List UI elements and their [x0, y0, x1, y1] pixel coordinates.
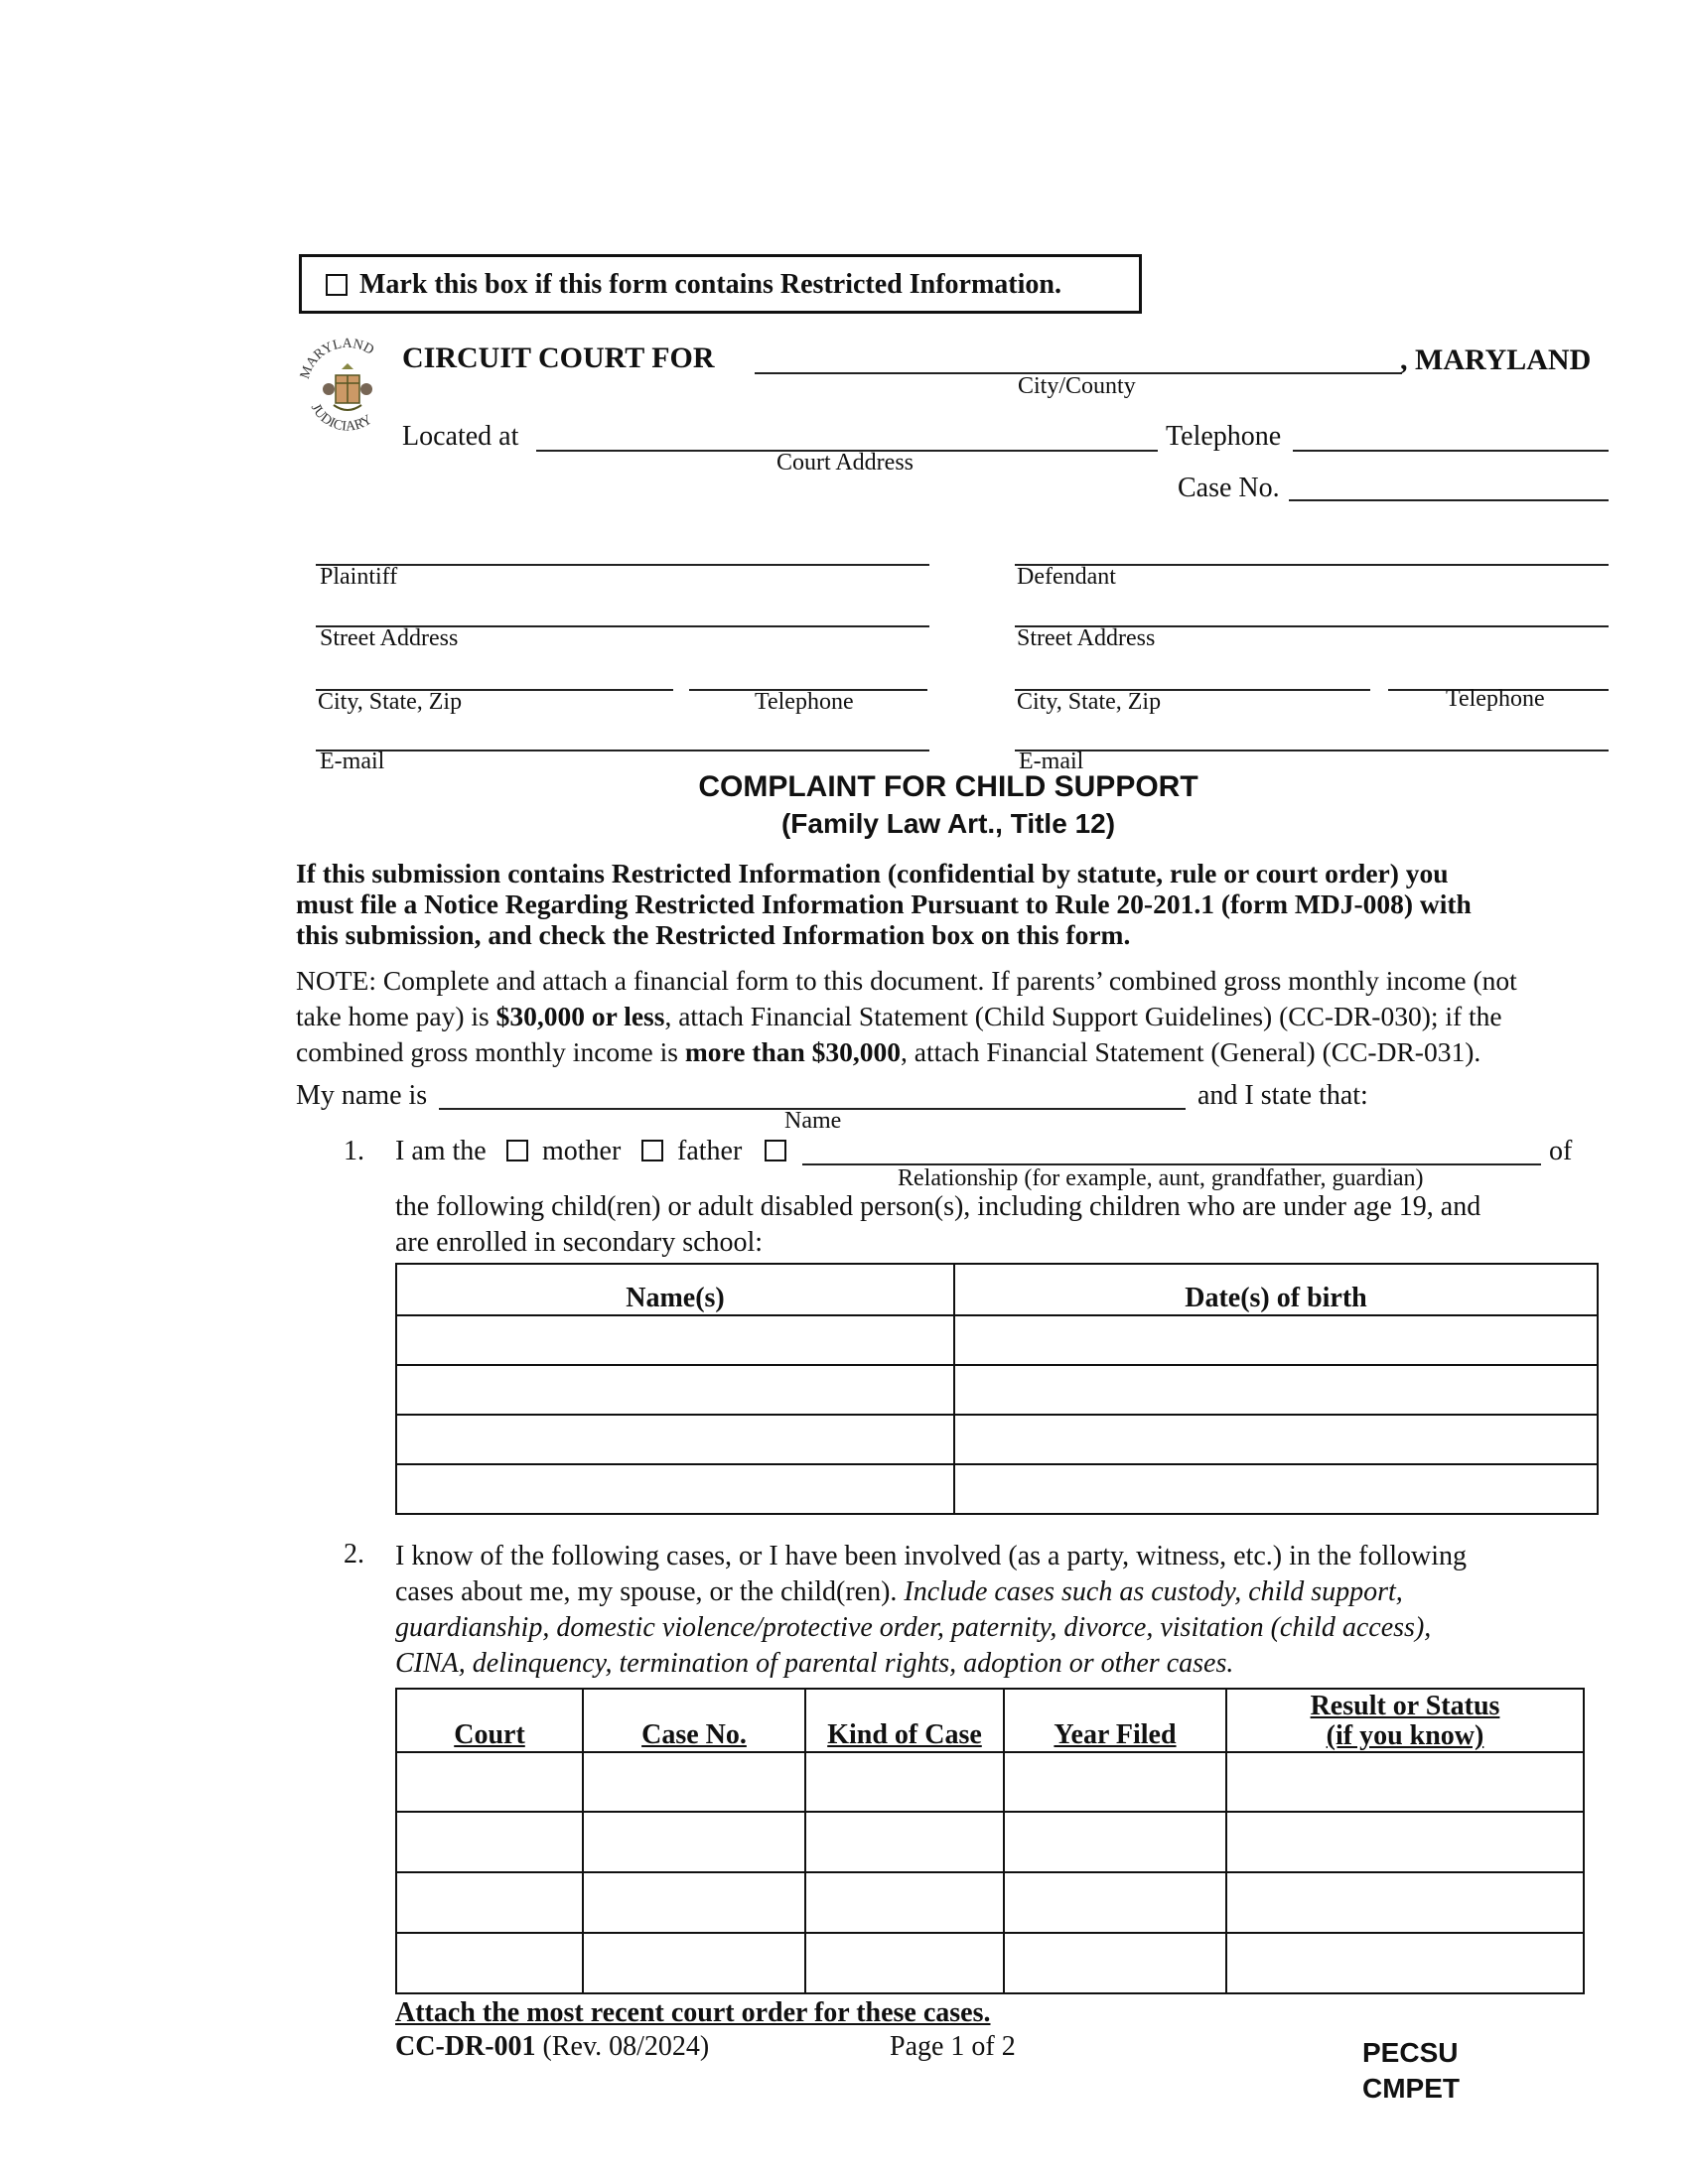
cases-table [395, 1688, 1585, 1994]
child-name-cell[interactable] [396, 1315, 954, 1365]
child-dob-cell[interactable] [954, 1415, 1598, 1464]
case-no-header: Case No. [583, 1689, 805, 1752]
result-cell[interactable] [1226, 1933, 1584, 1993]
result-cell[interactable] [1226, 1872, 1584, 1933]
case-no-cell[interactable] [583, 1872, 805, 1933]
table-row [396, 1464, 1598, 1514]
city-county-caption: City/County [1018, 373, 1136, 399]
kind-cell[interactable] [805, 1752, 1004, 1812]
i-am-the-label: I am the [395, 1136, 487, 1166]
year-cell[interactable] [1004, 1812, 1226, 1872]
defendant-email-field[interactable] [1015, 750, 1609, 751]
court-cell[interactable] [396, 1933, 583, 1993]
seal-top-text: MARYLAND [298, 336, 376, 381]
court-header: Court [396, 1689, 583, 1752]
circuit-court-label: CIRCUIT COURT FOR [402, 341, 715, 374]
child-dob-cell[interactable] [954, 1365, 1598, 1415]
plaintiff-phone-caption: Telephone [755, 689, 854, 715]
table-row [396, 1933, 1584, 1993]
table-row [396, 1872, 1584, 1933]
note-paragraph: NOTE: Complete and attach a financial form to this document. If parents’ combined gross monthly income (not take home pay) is $30,000 or less, attach Financial Statement (Child Support Guidelines) (CC-DR-030); if the combined gross monthly income is more than $30,000, attach Financial Statement (General) (CC-DR-031). [296, 965, 1517, 1067]
other-relationship-checkbox[interactable] [765, 1140, 786, 1161]
case-no-cell[interactable] [583, 1812, 805, 1872]
item1-text-line1: the following child(ren) or adult disabled person(s), including children who are under age 19, and [395, 1191, 1481, 1222]
form-number: CC-DR-001 (Rev. 08/2024) [395, 2031, 710, 2062]
plaintiff-caption: Plaintiff [320, 564, 398, 590]
court-cell[interactable] [396, 1872, 583, 1933]
defendant-street-caption: Street Address [1017, 625, 1156, 651]
child-dob-cell[interactable] [954, 1315, 1598, 1365]
svg-text:MARYLAND [298, 337, 376, 381]
court-cell[interactable] [396, 1752, 583, 1812]
restricted-info-box [299, 254, 1142, 314]
restricted-info-checkbox[interactable] [326, 274, 348, 296]
my-name-label: My name is [296, 1080, 428, 1111]
defendant-caption: Defendant [1017, 564, 1116, 590]
result-status-header: Result or Status (if you know) [1226, 1689, 1584, 1752]
maryland-label: , MARYLAND [1400, 343, 1592, 376]
defendant-email-caption: E-mail [1019, 749, 1084, 774]
plaintiff-field[interactable] [316, 564, 929, 566]
kind-cell[interactable] [805, 1872, 1004, 1933]
case-no-label: Case No. [1178, 473, 1280, 503]
name-caption: Name [784, 1108, 842, 1134]
year-cell[interactable] [1004, 1933, 1226, 1993]
mother-label: mother [542, 1136, 622, 1166]
form-subtitle: (Family Law Art., Title 12) [780, 808, 1116, 839]
case-no-cell[interactable] [583, 1752, 805, 1812]
footer-code-1: PECSU [1362, 2037, 1459, 2068]
result-cell[interactable] [1226, 1752, 1584, 1812]
defendant-phone-caption: Telephone [1446, 686, 1545, 712]
plaintiff-email-caption: E-mail [320, 749, 385, 774]
father-label: father [677, 1136, 743, 1166]
kind-cell[interactable] [805, 1812, 1004, 1872]
kind-of-case-header: Kind of Case [805, 1689, 1004, 1752]
case-no-field[interactable] [1289, 499, 1609, 501]
item1-number: 1. [344, 1136, 364, 1166]
page-number: Page 1 of 2 [890, 2031, 1016, 2062]
attach-order-note: Attach the most recent court order for these cases. [395, 1997, 991, 2028]
i-state-label: and I state that: [1197, 1080, 1368, 1111]
table-row [396, 1812, 1584, 1872]
year-cell[interactable] [1004, 1752, 1226, 1812]
plaintiff-street-caption: Street Address [320, 625, 459, 651]
plaintiff-email-field[interactable] [316, 750, 929, 751]
court-cell[interactable] [396, 1812, 583, 1872]
table-row [396, 1315, 1598, 1365]
relationship-caption: Relationship (for example, aunt, grandfather, guardian) [898, 1165, 1424, 1191]
of-label: of [1549, 1136, 1573, 1166]
table-row [396, 1415, 1598, 1464]
names-header: Name(s) [396, 1264, 954, 1315]
kind-cell[interactable] [805, 1933, 1004, 1993]
seal-icon [298, 334, 397, 451]
table-row [396, 1752, 1584, 1812]
item2-paragraph: I know of the following cases, or I have been involved (as a party, witness, etc.) in the following cases about me, my spouse, or the child(ren). Include cases such as custody, child support, guardianship, domestic violence/protective order, paternity, divorce, visitation (child access), CINA, delinquency, termination of parental rights, adoption or other cases. [395, 1541, 1467, 1679]
table-row [396, 1365, 1598, 1415]
footer-code-2: CMPET [1362, 2073, 1460, 2104]
form-title: COMPLAINT FOR CHILD SUPPORT [698, 770, 1198, 803]
item1-text-line2: are enrolled in secondary school: [395, 1227, 764, 1258]
child-name-cell[interactable] [396, 1464, 954, 1514]
year-filed-header: Year Filed [1004, 1689, 1226, 1752]
child-name-cell[interactable] [396, 1415, 954, 1464]
telephone-label: Telephone [1166, 421, 1282, 452]
note-label: NOTE: [296, 965, 376, 996]
seal-bottom-text: JUDICIARY [307, 401, 375, 435]
father-checkbox[interactable] [641, 1140, 663, 1161]
maryland-judiciary-seal [298, 334, 397, 451]
children-table [395, 1263, 1599, 1515]
defendant-city-caption: City, State, Zip [1017, 689, 1162, 715]
restricted-notice: If this submission contains Restricted Information (confidential by statute, rule or court order) you must file a Notice Regarding Restricted Information Pursuant to Rule 20-201.1 (form MDJ-008) with this submission, and check the Restricted Information box on this form. [296, 858, 1472, 950]
dob-header: Date(s) of birth [954, 1264, 1598, 1315]
court-telephone-field[interactable] [1293, 450, 1609, 452]
restricted-info-label: Mark this box if this form contains Restricted Information. [359, 269, 1061, 300]
court-address-caption: Court Address [776, 450, 914, 476]
child-name-cell[interactable] [396, 1365, 954, 1415]
svg-text:JUDICIARY [308, 402, 375, 435]
child-dob-cell[interactable] [954, 1464, 1598, 1514]
item2-number: 2. [344, 1539, 364, 1570]
case-no-cell[interactable] [583, 1933, 805, 1993]
year-cell[interactable] [1004, 1872, 1226, 1933]
plaintiff-city-caption: City, State, Zip [318, 689, 463, 715]
located-at-label: Located at [402, 421, 519, 452]
mother-checkbox[interactable] [506, 1140, 528, 1161]
result-cell[interactable] [1226, 1812, 1584, 1872]
